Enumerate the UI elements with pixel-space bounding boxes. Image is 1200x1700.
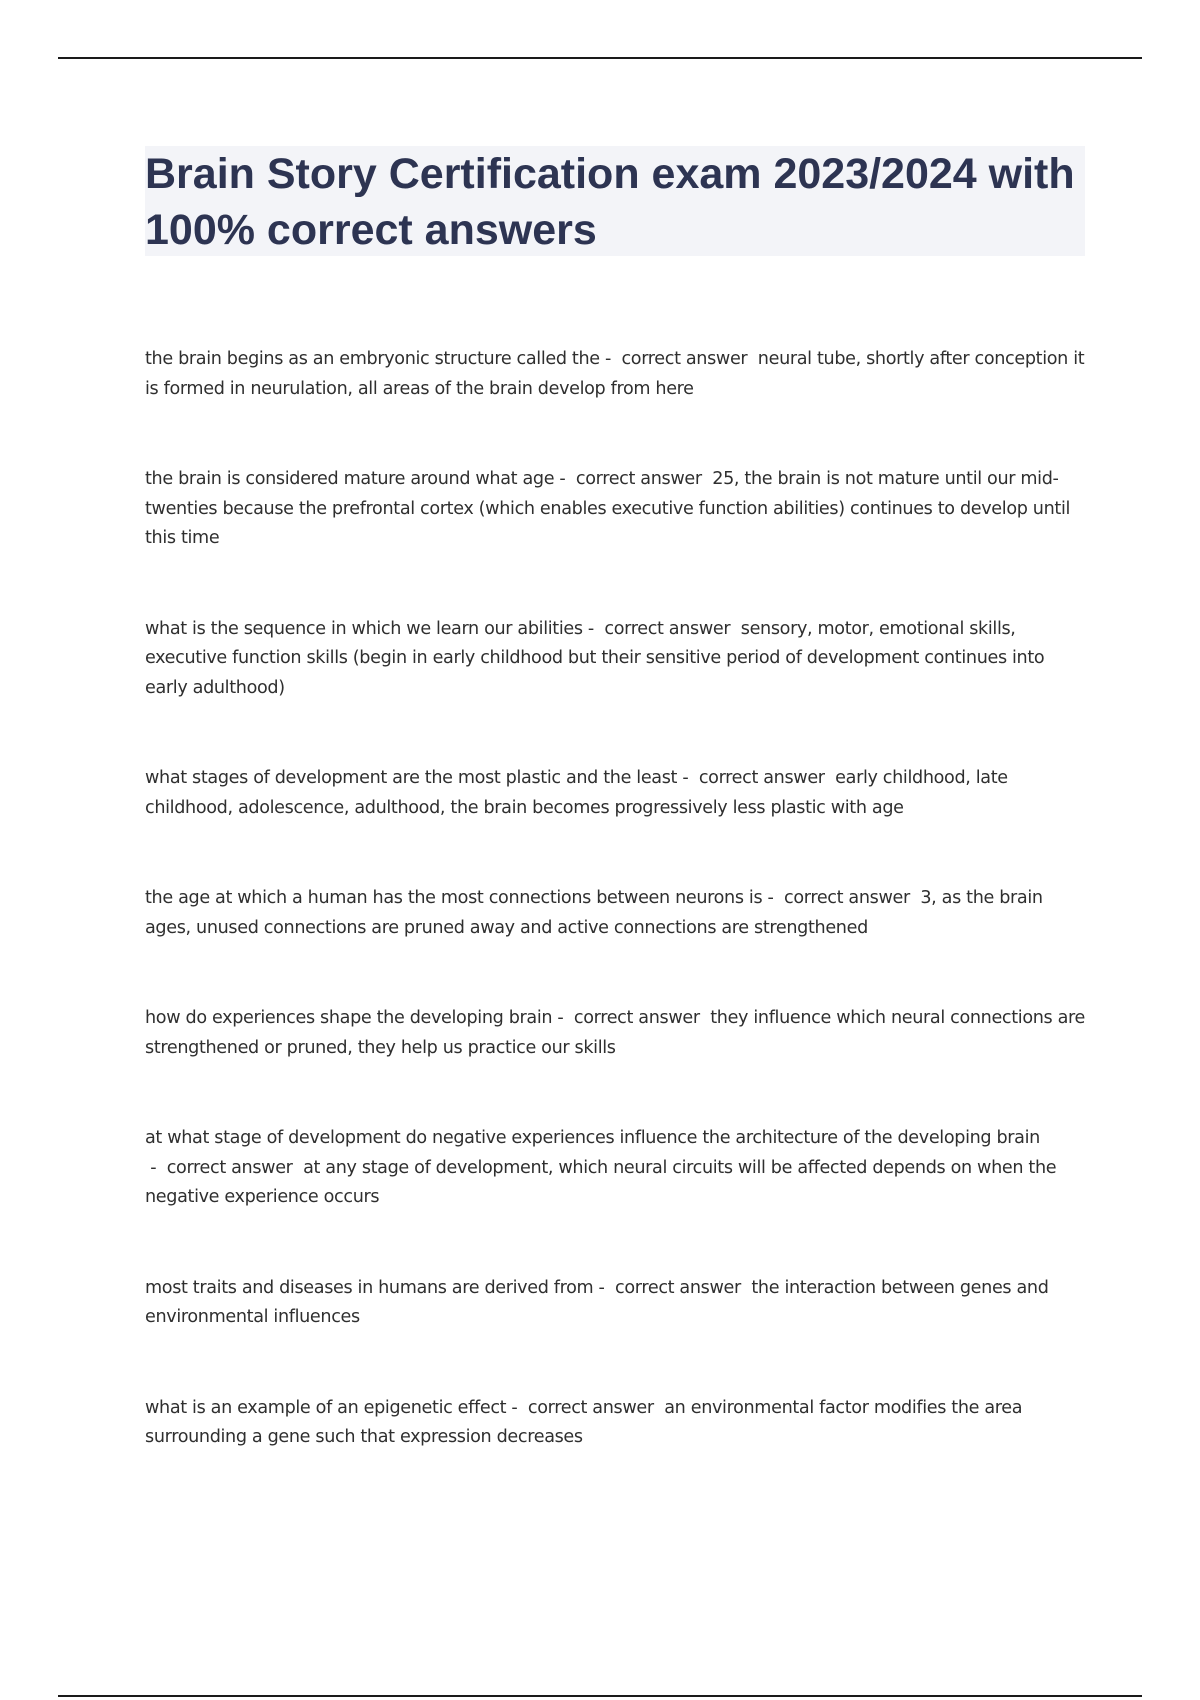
answer-separator: - correct answer	[593, 1277, 752, 1298]
qa-item	[145, 764, 1090, 823]
question-text: the brain is considered mature around what age	[145, 469, 555, 489]
qa-item	[145, 1004, 1090, 1063]
answer-separator: - correct answer	[506, 1397, 665, 1418]
question-text: the age at which a human has the most connections between neurons is	[145, 888, 763, 908]
question-text: at what stage of development do negative experiences influence the architecture of the developing brain	[145, 1128, 1040, 1148]
answer-separator: - correct answer	[552, 1008, 711, 1028]
answer-separator: - correct answer	[145, 1157, 304, 1178]
answer-text: they influence which neural connections are strengthened or pruned, they help us practice our skills	[145, 1008, 1086, 1058]
qa-item	[145, 884, 1090, 943]
question-text: what is an example of an epigenetic effect	[145, 1397, 507, 1418]
top-rule	[58, 57, 1142, 59]
answer-separator: - correct answer	[677, 768, 836, 788]
answer-text: early childhood, late childhood, adolescence, adulthood, the brain becomes progressively less plastic with age	[145, 768, 1008, 818]
qa-item	[145, 1274, 1090, 1333]
question-text: what stages of development are the most plastic and the least	[145, 768, 678, 788]
answer-text: an environmental factor modifies the area surrounding a gene such that expression decreases	[145, 1397, 1023, 1447]
qa-item	[145, 345, 1090, 404]
answer-separator: - correct answer	[599, 349, 758, 369]
answer-separator: - correct answer	[762, 888, 921, 908]
answer-text: 25, the brain is not mature until our mid-twenties because the prefrontal cortex (which enables executive function abilities) continues to develop until this time	[145, 469, 1071, 548]
question-text: what is the sequence in which we learn our abilities	[145, 618, 583, 639]
answer-separator: - correct answer	[582, 618, 741, 639]
answer-text: the interaction between genes and environmental influences	[145, 1277, 1049, 1327]
page-title: Brain Story Certification exam 2023/2024 with 100% correct answers	[145, 150, 1075, 254]
qa-item	[145, 615, 1090, 704]
answer-text: neural tube, shortly after conception it is formed in neurulation, all areas of the brain develop from here	[145, 349, 1085, 399]
answer-text: at any stage of development, which neural circuits will be affected depends on when the negative experience occurs	[145, 1157, 1057, 1207]
answer-separator: - correct answer	[554, 469, 713, 489]
qa-item	[145, 1124, 1090, 1213]
question-text: the brain begins as an embryonic structure called the	[145, 349, 600, 369]
answer-text: sensory, motor, emotional skills, executive function skills (begin in early childhood but their sensitive period of development continues into early adulthood)	[145, 618, 1045, 698]
question-text: how do experiences shape the developing brain	[145, 1008, 553, 1028]
question-text: most traits and diseases in humans are derived from	[145, 1277, 594, 1298]
qa-item	[145, 465, 1090, 554]
bottom-rule	[58, 1695, 1142, 1697]
qa-list	[145, 345, 1090, 1453]
answer-text: 3, as the brain ages, unused connections are pruned away and active connections are strengthened	[145, 888, 1043, 938]
qa-item	[145, 1394, 1090, 1453]
title-block	[145, 146, 1085, 256]
